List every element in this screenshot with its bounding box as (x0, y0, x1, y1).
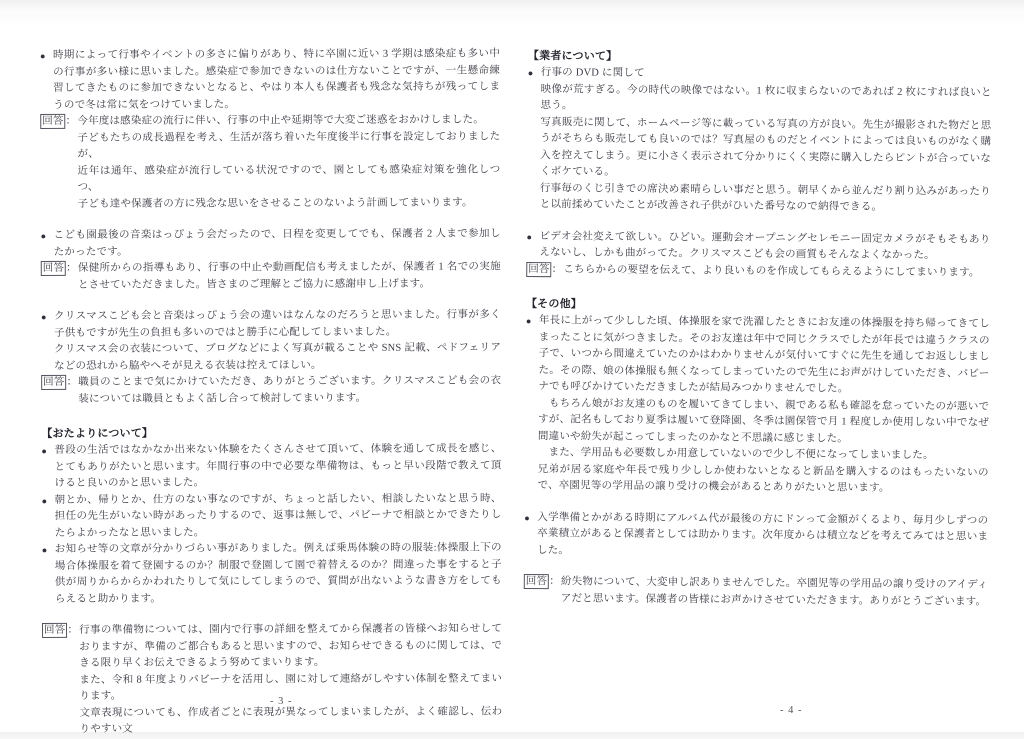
answer-colon: ： (67, 624, 79, 636)
answer-text: 今年度は感染症の流行に伴い、行事の中止や延期等で大変ご迷惑をおかけしました。 子どもたちの成長過程を考え、生活が落ち着いた年度後半に行事を設定しておりましたが、 近年は通年、感染症が流行している状況ですので、園としても感染症対策を強化しつつ、 子ども達や保護者の方に残念な思いをさせることのないよう計画してまいります。 (77, 114, 501, 210)
answer-label: 回答 (42, 623, 67, 638)
answer-label: 回答 (524, 574, 550, 589)
answer-label: 回答 (41, 375, 66, 390)
section-heading: 【おたよりについて】 (41, 427, 154, 440)
section-heading: 【業者について】 (527, 49, 618, 63)
answer-item (524, 574, 988, 611)
question-item (524, 509, 988, 562)
answer-label: 回答 (526, 261, 552, 276)
answer-item (526, 261, 990, 281)
answer-text: 保健所からの指導もあり、行事の中止や動画配信も考えましたが、保護者 1 名での実施とさせていただきました。皆さまのご理解とご協力に感謝申し上げます。 (77, 261, 501, 291)
bullet-icon: ● (40, 230, 47, 241)
question-item (41, 441, 501, 492)
bullet-icon: ● (41, 445, 48, 456)
question-item (42, 491, 502, 542)
answer-item (41, 259, 501, 294)
question-text: 時期によって行事やイベントの多さに偏りがあり、特に卒園に近い 3 学期は感染症も多い中の行事が多い様に思いました。感染症で参加できないのは仕方ないことですが、一生懸命練習してきたものに参加できないとなると、やはり本人も保護者も残念な気持ちが残ってしまうので冬は常に気をつけていました。 (53, 48, 501, 111)
question-text: ビデオ会社変えて欲しい。ひどい。運動会オープニングセレモニー固定カメラがそもそもありえないし、しかも曲がってた。クリスマスこども会の画質もそんなよくなかった。 (539, 230, 991, 262)
bullet-icon: ● (525, 315, 532, 327)
answer-text: 紛失物について、大変申し訳ありませんでした。卒園児等の学用品の譲り受けのアイディアだと思います。保護者の皆様にお声かけさせていただきます。ありがとうございます。 (560, 576, 988, 608)
section-heading: 【その他】 (525, 297, 583, 311)
question-item (42, 540, 502, 608)
page-number: - 3 - (270, 696, 293, 707)
question-text: お知らせ等の文章が分かりづらい事がありました。例えば乗馬体験の時の服装:体操服上下の場合体操服を着て登園するのか？制服で登園して園で着替えるのか？間違った事をすると子供が周りからからかわれたりして気にしてしまうので、質問が出ないような書き方をしてもらえると助かります。 (54, 542, 502, 605)
bullet-icon: ● (526, 231, 533, 242)
answer-colon: ： (65, 115, 77, 127)
question-item (526, 228, 990, 265)
answer-colon: ： (551, 263, 563, 275)
answer-item (42, 621, 502, 738)
page-4 (524, 48, 992, 611)
question-text: 朝とか、帰りとか、仕方のない事なのですが、ちょっと話したい、相談したいなと思う時、担任の先生がいない時があったりするので、返事は無しで、パビーナで相談とかできたりしたらよかったなと思いました。 (54, 492, 502, 539)
bullet-icon: ● (41, 544, 48, 555)
question-text: クリスマスこども会と音楽はっぴょう会の違いはなんなのだろうと思いました。行事が多く子供もですが先生の負担も多いのではと勝手に心配してしまいました。 クリスマス会の衣装について、ブログなどによく写真が載ることや SNS 記載、ペドフェリアなどの恐れから脇やへそが見える衣装は控えてほしい。 (53, 309, 502, 372)
bullet-icon: ● (524, 512, 530, 523)
answer-item (40, 112, 500, 213)
bullet-icon: ● (41, 495, 48, 506)
bullet-icon: ● (527, 67, 534, 79)
page-3 (40, 46, 502, 738)
answer-label: 回答 (40, 114, 65, 129)
answer-text: こちらからの要望を伝えて、より良いものを作成してもらえるようにしてまいります。 (563, 263, 980, 279)
question-text: 年長に上がって少しした頃、体操服を家で洗濯したときにお友達の体操服を持ち帰ってきてしまったことに気がつきました。そのお友達は年中で同じクラスでしたが年長では違うクラスの子で、いつから間違えていたのかはわかりませんが気付いてすぐに先生を通してお返ししました。その際、娘の体操服も無くなってしまっていたので先生にお声がけしていただき、パビーナでも呼びかけていただきましたが結局みつかりませんでした。 もちろん娘がお友達のものを履いてきてしまい、親である私も確認を怠っていたのが悪いですが、記名もしており夏季は履いて登降園、冬季は園保管で月 1 程度しか使用しない中でなぜ間違いや紛失が起こってしまったのかなと不思議に感じました。 また、学用品も必要数しか用意していないので少し不便になってしまいました。 兄弟が居る家庭や年長で残り少ししか使わないとなると新品を購入するのはもったいないので、卒園児等の学用品の譲り受けの機会があるとありがたいと思います。 (537, 315, 990, 494)
question-text: 普段の生活ではなかなか出来ない体験をたくさんさせて頂いて、体験を通して成長を感じ、とてもありがたいと思います。年間行事の中で必要な準備物は、もっと早い段階で教えて頂けると良いのかと思いました。 (54, 443, 502, 489)
question-text: 行事の DVD に関して 映像が荒すぎる。今の時代の映像ではない。1 枚に収まらないのであれば 2 枚にすれば良いと思う。 写真販売に関して、ホームページ等に載っている写真の方が良い。先生が撮影された物だと思うがそちらも販売しても良いのでは？写真屋のものだとイベントによっては良いものがなく購入を控えてしまう。更に小さく表示されて分かりにくく実際に購入したらピントが合っていなくボケている。 行事毎のくじ引きでの席決め素晴らしい事だと思う。朝早くから並んだり割り込みがあったりと以前揉めていたことが改善され子供がひいた番号なので納得できる。 (539, 67, 992, 213)
page-number: - 4 - (780, 705, 803, 716)
answer-text: 行事の準備物については、園内で行事の詳細を整えてから保護者の皆様へお知らせしておりますが、準備のご都合もあると思いますので、お知らせできるものに関しては、できる限り早くお伝えできるよう努めてまいります。 また、令和 8 年度よりパビーナを活用し、園に対して連絡がしやすい体制を整えてまいります。 文章表現についても、作成者ごとに表現が異なってしまいましたが、よく確認し、伝わりやすい文 (79, 623, 503, 735)
answer-item (41, 373, 501, 408)
question-item (527, 65, 992, 217)
question-text: 入学準備とかがある時期にアルバム代が最後の方にドンって金額がくるより、毎月少しずつの卒業積立があると保護者としては助かります。次年度からは積立などを考えてみてはと思いました。 (537, 511, 989, 556)
answer-label: 回答 (41, 261, 66, 276)
answer-colon: ： (66, 376, 78, 388)
question-item (40, 46, 500, 114)
question-item (41, 307, 501, 375)
question-item (41, 226, 501, 261)
answer-text: 職員のことまで気にかけていただき、ありがとうございます。クリスマスこども会の衣装については職員ともよく話し合って検討してまいります。 (78, 375, 502, 405)
question-item (524, 313, 989, 498)
bullet-icon: ● (40, 311, 47, 322)
answer-colon: ： (66, 262, 77, 274)
bullet-icon: ● (40, 50, 46, 61)
answer-colon: ： (549, 576, 560, 588)
question-text: こども園最後の音楽はっぴょう会だったので、日程を変更してでも、保護者 2 人まで参加したかったです。 (53, 228, 501, 258)
